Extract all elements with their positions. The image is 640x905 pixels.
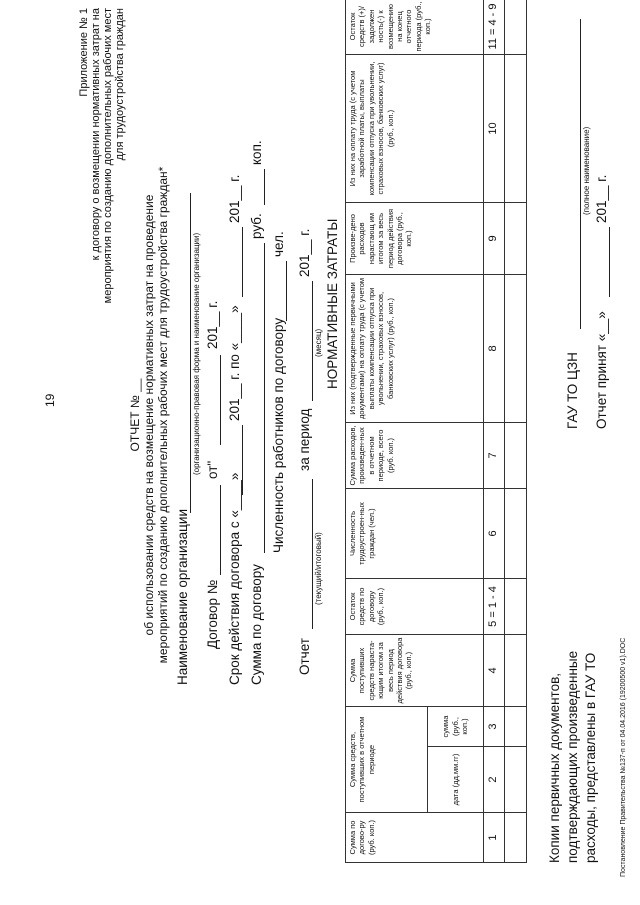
- data-cell[interactable]: [504, 813, 526, 863]
- page-number: 19: [43, 393, 57, 407]
- accepted-year: 201__ г.: [594, 174, 609, 223]
- col-number: 7: [484, 422, 505, 488]
- org-name-hint: (организационно-правовая форма и наименование организации): [192, 232, 201, 475]
- header-c5: Остаток средств по договору (руб., коп.): [346, 578, 484, 634]
- accepted-date-line[interactable]: [609, 227, 610, 297]
- term-year: 201__ г. по «____»: [227, 305, 242, 421]
- workers-unit: чел.: [271, 231, 286, 257]
- data-cell[interactable]: [504, 747, 526, 813]
- contract-number-line[interactable]: [220, 485, 221, 575]
- data-cell[interactable]: [504, 274, 526, 422]
- contract-label: Договор №: [205, 579, 220, 649]
- data-cell[interactable]: [504, 706, 526, 746]
- term-year2: 201__ г.: [227, 174, 242, 223]
- org-name-label: Наименование организации: [175, 509, 190, 685]
- report-month-line[interactable]: [312, 281, 313, 401]
- header-c11: Остаток средств (+)/задолжен ность(-) к возмещению на конец отчетного периода (руб., коп.): [346, 0, 484, 54]
- report-line2: мероприятий по созданию дополнительных рабочих мест для трудоустройства граждан*: [156, 166, 170, 664]
- header-c2: дата (дд.мм.гг): [428, 747, 484, 813]
- report-table: [345, 0, 527, 863]
- term-to-line[interactable]: [242, 227, 243, 297]
- appendix-block: [78, 8, 126, 303]
- report-period-label: за период: [297, 408, 312, 471]
- data-cell[interactable]: [504, 422, 526, 488]
- workers-line[interactable]: [286, 261, 287, 321]
- col-number: 11 = 4 - 9: [484, 0, 505, 54]
- report-year: 201__ г.: [297, 228, 312, 277]
- col-number: 8: [484, 274, 505, 422]
- term-label: Срок действия договора с «____»: [227, 472, 242, 685]
- contract-date-line[interactable]: [220, 355, 221, 445]
- copies-line1: Копии первичных документов,: [547, 673, 562, 863]
- sum-kop-line[interactable]: [264, 169, 265, 205]
- header-c9: Произве-дено расходов нарастающ им итогом за весь период действия договора (руб., коп.): [346, 202, 484, 274]
- col-number: 1: [484, 813, 505, 863]
- gau-czn-line[interactable]: [580, 19, 581, 329]
- col-number: 2: [484, 747, 505, 813]
- contract-from: от": [205, 460, 220, 479]
- appendix-line3: для трудоустройства граждан: [114, 8, 126, 161]
- header-c7: Сумма расходов, произведен-ных в отчетном периоде, всего (руб. коп.): [346, 422, 484, 488]
- data-cell[interactable]: [504, 578, 526, 634]
- header-c23: Сумма средств, поступивших в отчетном периоде: [346, 706, 428, 812]
- contract-year: 201__ г.: [205, 300, 220, 349]
- report-hint-month: (месяц): [314, 328, 323, 357]
- footer-text: Постановление Правительства №137-п от 04.04.2016 (19200500 v1).DOC: [620, 637, 627, 877]
- header-c1: Сумма по догово-ру (руб. коп.): [346, 813, 484, 863]
- term-from-line[interactable]: [242, 425, 243, 495]
- report-hint-type: (текущий/итоговый): [314, 532, 323, 605]
- data-cell[interactable]: [504, 0, 526, 54]
- col-number: 3: [484, 706, 505, 746]
- gau-czn-label: ГАУ ТО ЦЗН: [565, 352, 580, 429]
- data-cell[interactable]: [504, 634, 526, 706]
- sum-kop: коп.: [249, 140, 264, 165]
- report-label: Отчет: [297, 638, 312, 675]
- accepted-label: Отчет принят «__»: [594, 311, 609, 429]
- appendix-title: Приложение № 1: [78, 8, 90, 97]
- full-name-hint: (полное наименование): [582, 126, 591, 215]
- header-c6: Численность трудоустроен-ных граждан (чел.): [346, 488, 484, 578]
- data-cell[interactable]: [504, 202, 526, 274]
- copies-line2: подтверждающих произведенные: [565, 650, 580, 863]
- report-type-line[interactable]: [312, 479, 313, 629]
- sum-rub: руб.: [249, 213, 264, 239]
- sum-rub-line[interactable]: [264, 243, 265, 553]
- data-cell[interactable]: [504, 54, 526, 202]
- col-number: 10: [484, 54, 505, 202]
- col-number: 6: [484, 488, 505, 578]
- header-c10: Из них на оплату труда (с учетом заработной платы, выплаты компенсации отпуска при увольнении, страховых взносов, банковских услуг) (руб., коп.): [346, 54, 484, 202]
- col-number: 4: [484, 634, 505, 706]
- appendix-line1: к договору о возмещении нормативных затрат на: [90, 8, 102, 261]
- col-number: 5 = 1 - 4: [484, 578, 505, 634]
- header-c4: Сумма поступивших средств нараста-ющим итогом за весь период действия договора (руб., коп.): [346, 634, 484, 706]
- sum-label: Сумма по договору: [249, 564, 264, 685]
- report-title-block: [128, 105, 170, 725]
- appendix-line2: мероприятия по созданию дополнительных рабочих мест: [102, 8, 114, 304]
- col-number: 9: [484, 202, 505, 274]
- copies-line3: расходы, представлены в ГАУ ТО: [583, 652, 598, 863]
- header-c8: Из них (подтвержденные первичными документами) на оплату труда (с учетом выплаты компенсации отпуска при увольнении, страховых взносов, банковских услуг) (руб., коп.): [346, 274, 484, 422]
- report-line1: об использовании средств на возмещение нормативных затрат на проведение: [142, 194, 156, 636]
- workers-label: Численность работников по договору: [271, 317, 286, 553]
- section-header: НОРМАТИВНЫЕ ЗАТРАТЫ: [325, 218, 340, 389]
- data-cell[interactable]: [504, 488, 526, 578]
- org-name-line[interactable]: [190, 193, 191, 513]
- report-title: ОТЧЕТ № __: [128, 378, 142, 452]
- header-c3: сумма (руб., коп.): [428, 706, 484, 746]
